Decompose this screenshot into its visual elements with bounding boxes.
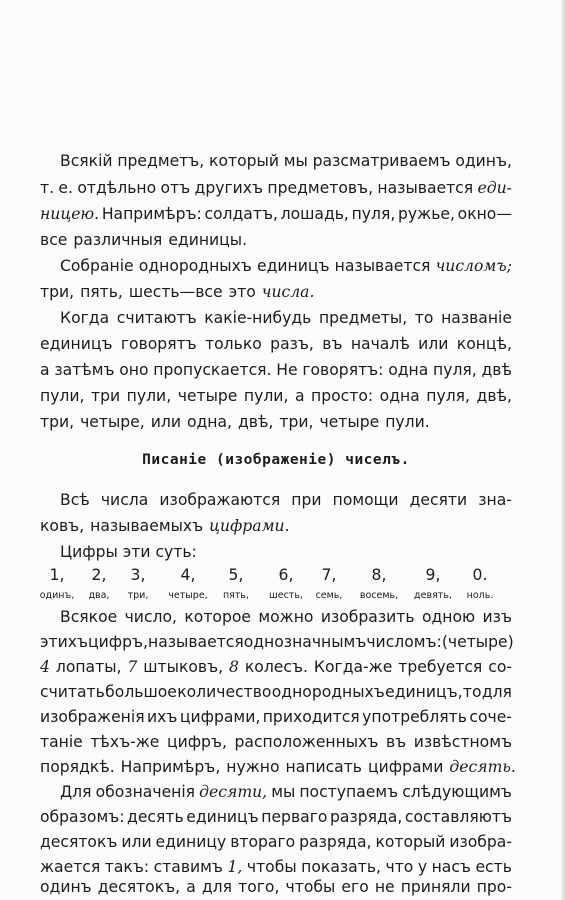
word: того,: [238, 878, 280, 896]
digit: 2,: [91, 566, 107, 584]
word: помощи: [332, 491, 399, 509]
word: не: [374, 878, 395, 896]
word: три,: [40, 283, 75, 301]
word: нужно: [226, 758, 280, 776]
word: порядкѣ.: [40, 758, 115, 776]
word: Для: [60, 783, 92, 801]
word: чтобы: [246, 858, 297, 876]
word: пропускается.: [153, 361, 272, 379]
digit-names-row: [39, 590, 507, 604]
word: Не: [276, 361, 298, 379]
digit: 6,: [278, 566, 294, 584]
word: употреблять: [362, 708, 467, 726]
digit-name: пять,: [222, 590, 250, 601]
word: единицъ,: [385, 683, 463, 701]
word: количество: [177, 683, 272, 701]
word: изображенія: [40, 708, 145, 726]
text-line: [40, 706, 512, 728]
digit: 5,: [228, 566, 244, 584]
word: для: [201, 878, 233, 896]
word: концѣ,: [456, 335, 512, 353]
word: пуля,: [433, 361, 477, 379]
word: числомъ:: [366, 633, 442, 651]
word: четыре: [319, 413, 380, 431]
word: образомъ:: [40, 808, 125, 826]
text-line: [40, 656, 512, 678]
text-line: [40, 333, 512, 355]
digit-name: одинъ,: [39, 590, 75, 601]
text-line: [60, 541, 512, 563]
text-line: [40, 515, 512, 537]
word: мы: [283, 152, 308, 170]
text-line: [60, 307, 512, 329]
text-line: [40, 831, 512, 853]
word: двѣ,: [238, 413, 274, 431]
digit-name: восемь,: [359, 590, 399, 601]
word: единицъ: [257, 257, 330, 275]
word: соче-: [469, 708, 512, 726]
word: отдѣльно: [77, 179, 157, 197]
word: одинъ,: [455, 152, 512, 170]
word: три,: [40, 413, 75, 431]
word: Собраніе: [60, 257, 134, 275]
word: три: [91, 387, 121, 405]
word: число,: [124, 608, 177, 626]
text-line: [40, 806, 512, 828]
word: одинъ: [40, 878, 92, 896]
word: штыковъ,: [143, 658, 224, 676]
word: изображаются: [159, 491, 281, 509]
word: разъ,: [270, 335, 314, 353]
word: извѣстномъ: [413, 733, 512, 751]
text-line: [40, 177, 512, 199]
word: цифрами,: [179, 708, 261, 726]
word: то: [462, 683, 482, 701]
word: или: [150, 413, 181, 431]
italic-word: ницею.: [40, 205, 100, 223]
word: изобразить: [320, 608, 415, 626]
word: говорятъ:: [302, 361, 384, 379]
word: расположенныхъ: [234, 733, 379, 751]
text-line: [60, 255, 512, 277]
word: поступаемъ: [299, 783, 399, 801]
digits-intro: Цифры эти суть:: [60, 543, 197, 561]
word: одна: [388, 361, 429, 379]
word: показать,: [301, 858, 381, 876]
word: Напримѣръ:: [101, 205, 202, 223]
word: Всякій: [60, 152, 113, 170]
word: таніе: [40, 733, 83, 751]
word: перваго: [261, 808, 328, 826]
word: которое: [184, 608, 251, 626]
text-line: [60, 606, 512, 628]
word: со-: [488, 658, 512, 676]
digit: 3,: [130, 566, 146, 584]
text-line: [40, 229, 512, 251]
word: различныя: [73, 231, 163, 249]
word: три,: [279, 413, 314, 431]
word: какіе-нибудь: [204, 309, 312, 327]
word: ружье,: [398, 205, 455, 223]
digit-name: шесть,: [269, 590, 303, 601]
word: написать: [285, 758, 362, 776]
word: приходится: [262, 708, 360, 726]
italic-word: десять.: [449, 758, 516, 776]
word: этихъ: [40, 633, 89, 651]
word: однозначнымъ: [243, 633, 367, 651]
word: въ: [385, 733, 407, 751]
section-heading: Писаніе (изображеніе) чиселъ.: [142, 452, 410, 468]
text-line: [40, 681, 512, 703]
word: четыре: [177, 387, 238, 405]
text-line: [60, 781, 512, 803]
word: или: [121, 833, 152, 851]
word: Когда: [60, 309, 110, 327]
word: что: [385, 858, 414, 876]
word: изобра-: [449, 833, 512, 851]
text-line: [40, 359, 512, 381]
word: большое: [105, 683, 177, 701]
word: просто:: [311, 387, 374, 405]
word: только: [205, 335, 262, 353]
italic-word: цифрами.: [209, 517, 290, 535]
word: говорятъ: [120, 335, 197, 353]
word: четыре,: [80, 413, 145, 431]
word: есть: [475, 858, 512, 876]
text-line: [60, 489, 512, 511]
word: чтобы: [285, 878, 336, 896]
italic-numeral: 7: [127, 658, 138, 676]
word: предметъ,: [117, 152, 205, 170]
word: пять,: [80, 283, 123, 301]
word: десятокъ,: [97, 878, 181, 896]
word: лопаты,: [55, 658, 122, 676]
word: десяти: [409, 491, 468, 509]
digit-name: четыре,: [168, 590, 208, 601]
text-line: [40, 756, 516, 778]
word: числа: [100, 491, 149, 509]
word: т.: [40, 179, 55, 197]
word: или: [418, 335, 449, 353]
word: солдатъ,: [204, 205, 278, 223]
digit-name: семь,: [315, 590, 343, 601]
word: мы: [271, 783, 296, 801]
word: единицы.: [168, 231, 248, 249]
word: такъ:: [104, 858, 150, 876]
word: ковъ,: [40, 517, 85, 535]
word: цифръ,: [88, 633, 148, 651]
word: одна,: [186, 413, 233, 431]
word: называется: [148, 633, 244, 651]
text-line: [40, 203, 512, 225]
word: его: [341, 878, 369, 896]
word: въ: [322, 335, 343, 353]
italic-word: числомъ;: [435, 257, 512, 275]
word: все: [40, 231, 68, 249]
word: единицъ: [186, 808, 259, 826]
word: другихъ: [194, 179, 264, 197]
word: у: [417, 858, 428, 876]
word: окно—: [457, 205, 512, 223]
word: считаютъ: [116, 309, 197, 327]
word: предметовъ,: [267, 179, 374, 197]
word: названіе: [441, 309, 512, 327]
word: втораго: [230, 833, 296, 851]
word: называется: [377, 179, 474, 197]
word: то: [414, 309, 434, 327]
word: про-: [476, 878, 512, 896]
word: ставимъ: [153, 858, 223, 876]
page-edge-shadow: [561, 0, 565, 900]
italic-word: десяти,: [199, 783, 268, 801]
word: двѣ,: [476, 387, 512, 405]
word: требуется: [398, 658, 483, 676]
word: разряда,: [330, 808, 403, 826]
word: затѣмъ: [54, 361, 115, 379]
word: пули.: [385, 413, 430, 431]
word: десятокъ: [40, 833, 118, 851]
digit: 1,: [49, 566, 65, 584]
digit-name: два,: [88, 590, 110, 601]
digit-name: ноль.: [466, 590, 494, 601]
word: одна: [379, 387, 420, 405]
digit-name: девять,: [414, 590, 452, 601]
word: а: [40, 361, 50, 379]
text-line: [40, 411, 512, 433]
word: Напримѣръ,: [120, 758, 221, 776]
word: цифръ,: [166, 733, 227, 751]
word: приняли: [400, 878, 471, 896]
word: при: [291, 491, 322, 509]
digit: 9,: [425, 566, 441, 584]
digits-row: [47, 566, 507, 588]
text-line: [40, 876, 512, 898]
text-line: [40, 281, 512, 303]
italic-numeral: 8: [229, 658, 239, 676]
word: Всякое: [60, 608, 118, 626]
word: однородныхъ: [138, 257, 252, 275]
text-line: [60, 150, 512, 172]
word: Когда-же: [313, 658, 393, 676]
word: ихъ: [147, 708, 178, 726]
word: который: [375, 833, 446, 851]
italic-numeral: 4: [40, 658, 50, 676]
text-line: [40, 631, 512, 653]
word: считать: [40, 683, 105, 701]
digit: 4,: [180, 566, 196, 584]
word: Всѣ: [60, 491, 90, 509]
word: однородныхъ: [271, 683, 385, 701]
word: который: [209, 152, 279, 170]
text-line: [40, 856, 512, 878]
word: насъ: [431, 858, 471, 876]
word: единицъ: [40, 335, 113, 353]
word: оно: [119, 361, 149, 379]
word: а: [186, 878, 196, 896]
text-line: [40, 385, 512, 407]
digit-name: три,: [127, 590, 149, 601]
word: двѣ: [481, 361, 512, 379]
word: десять: [127, 808, 184, 826]
word: зна-: [478, 491, 512, 509]
word: пули,: [126, 387, 172, 405]
word: е.: [58, 179, 73, 197]
word: а: [294, 387, 305, 405]
word: для: [481, 683, 512, 701]
word: цифрами: [367, 758, 444, 776]
word: предметы,: [318, 309, 408, 327]
word: единицу: [155, 833, 227, 851]
word: изъ: [482, 608, 512, 626]
italic-numeral: 1,: [227, 858, 243, 876]
word: колесъ.: [244, 658, 308, 676]
word: пуля,: [351, 205, 396, 223]
word: пули,: [40, 387, 85, 405]
word: составляютъ: [404, 808, 512, 826]
word: называемыхъ: [90, 517, 204, 535]
word: отъ: [160, 179, 191, 197]
word: началѣ: [350, 335, 410, 353]
word: лошадь,: [280, 205, 349, 223]
word: пуля,: [426, 387, 470, 405]
word: разсматриваемъ: [312, 152, 451, 170]
word: одною: [421, 608, 476, 626]
digit: 0.: [472, 566, 488, 584]
word: слѣдующимъ: [402, 783, 512, 801]
italic-word: еди-: [477, 179, 512, 197]
word: можно: [258, 608, 314, 626]
text-line: [40, 731, 512, 753]
word: (четыре): [441, 633, 514, 651]
digit: 7,: [321, 566, 337, 584]
word: шесть—все: [128, 283, 223, 301]
word: обозначенія: [95, 783, 196, 801]
italic-word: числа.: [261, 283, 315, 301]
word: разряда,: [299, 833, 372, 851]
word: тѣхъ-же: [90, 733, 160, 751]
word: называется: [334, 257, 431, 275]
word: пули,: [243, 387, 289, 405]
word: это: [228, 283, 256, 301]
digit: 8,: [371, 566, 387, 584]
word: жается: [40, 858, 101, 876]
